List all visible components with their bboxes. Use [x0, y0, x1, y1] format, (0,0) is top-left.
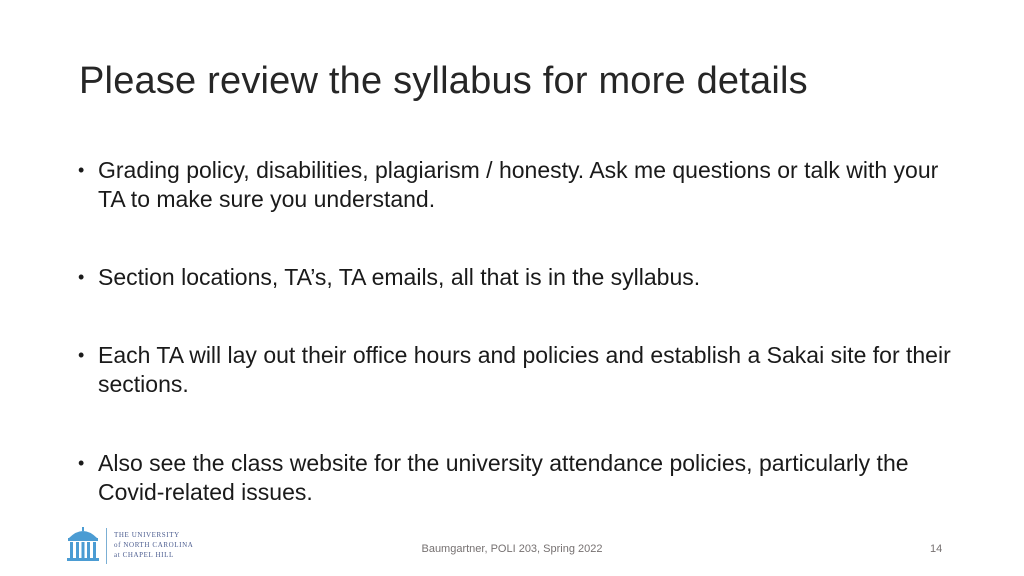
- page-number: 14: [930, 543, 943, 555]
- bullet-item: [78, 341, 958, 399]
- logo-line: at CHAPEL HILL: [114, 551, 174, 559]
- bullet-text: Also see the class website for the university attendance policies, particularly the Covid-related issues.: [98, 450, 909, 505]
- bullet-text: Section locations, TA’s, TA emails, all that is in the syllabus.: [98, 264, 701, 290]
- bullet-dot: •: [78, 345, 85, 365]
- bullet-item: [78, 156, 958, 214]
- logo-line: of NORTH CAROLINA: [114, 541, 194, 549]
- logo-line: THE UNIVERSITY: [114, 531, 180, 539]
- slide-title: Please review the syllabus for more details: [79, 60, 808, 102]
- bullet-item: [78, 263, 958, 292]
- bullet-dot: •: [78, 160, 85, 180]
- bullet-dot: •: [78, 267, 85, 287]
- footer-text: Baumgartner, POLI 203, Spring 2022: [421, 543, 603, 555]
- bullet-text: Grading policy, disabilities, plagiarism / honesty. Ask me questions or talk with your TA to make sure you understand.: [98, 157, 939, 212]
- bullet-dot: •: [78, 453, 85, 473]
- bullet-text: Each TA will lay out their office hours and policies and establish a Sakai site for their sections.: [98, 342, 951, 397]
- bullet-item: [78, 449, 958, 507]
